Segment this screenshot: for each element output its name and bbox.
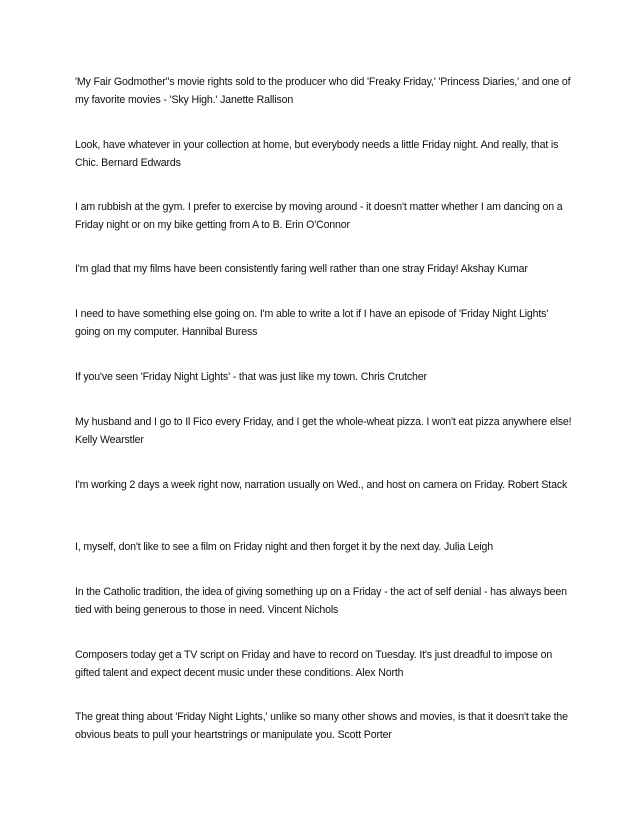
quote-paragraph: I, myself, don't like to see a film on Friday night and then forget it by the next day. Julia Leigh bbox=[75, 541, 494, 553]
quote-paragraph: In the Catholic tradition, the idea of giving something up on a Friday - the act of self denial - has always been tied with being generous to those in need. Vincent Nichols bbox=[75, 586, 567, 616]
quote-paragraph: Look, have whatever in your collection at home, but everybody needs a little Friday night. And really, that is Chic. Bernard Edwards bbox=[75, 139, 559, 169]
quote-paragraph: Composers today get a TV script on Friday and have to record on Tuesday. It's just dreadful to impose on gifted talent and expect decent music under these conditions. Alex North bbox=[75, 649, 553, 679]
quote-paragraph: The great thing about 'Friday Night Lights,' unlike so many other shows and movies, is that it doesn't take the obvious beats to pull your heartstrings or manipulate you. Scott Porter bbox=[75, 711, 568, 741]
quote-paragraph: I need to have something else going on. I'm able to write a lot if I have an episode of 'Friday Night Lights' going on my computer. Hannibal Buress bbox=[75, 308, 549, 338]
quote-paragraph: I am rubbish at the gym. I prefer to exercise by moving around - it doesn't matter whether I am dancing on a Friday night or on my bike getting from A to B. Erin O'Connor bbox=[75, 201, 563, 231]
quote-paragraph: My husband and I go to Il Fico every Friday, and I get the whole-wheat pizza. I won't eat pizza anywhere else! Kelly Wearstler bbox=[75, 416, 572, 446]
quote-paragraph: If you've seen 'Friday Night Lights' - that was just like my town. Chris Crutcher bbox=[75, 371, 427, 383]
quote-paragraph: 'My Fair Godmother''s movie rights sold to the producer who did 'Freaky Friday,' 'Princess Diaries,' and one of my favorite movies - 'Sky High.' Janette Rallison bbox=[75, 76, 571, 106]
quote-paragraph: I'm glad that my films have been consistently faring well rather than one stray Friday! Akshay Kumar bbox=[75, 263, 528, 275]
quote-paragraph: I'm working 2 days a week right now, narration usually on Wed., and host on camera on Friday. Robert Stack bbox=[75, 479, 568, 491]
